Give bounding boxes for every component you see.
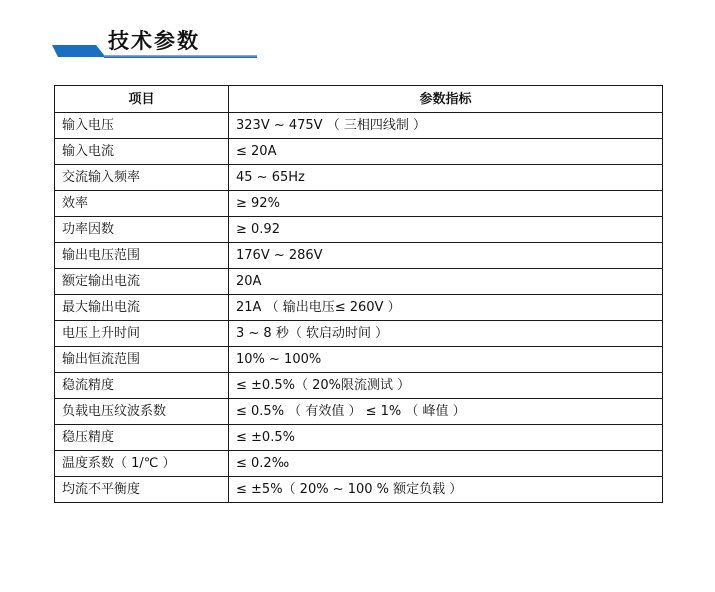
row-item: 交流输入频率 bbox=[55, 165, 229, 191]
table-row bbox=[55, 139, 663, 165]
table-row bbox=[55, 373, 663, 399]
row-value: ≤ 20A bbox=[229, 139, 663, 165]
spec-table bbox=[54, 85, 663, 503]
row-value: 20A bbox=[229, 269, 663, 295]
row-item: 效率 bbox=[55, 191, 229, 217]
row-value: 45 ~ 65Hz bbox=[229, 165, 663, 191]
table-row bbox=[55, 217, 663, 243]
table-row bbox=[55, 295, 663, 321]
table-row bbox=[55, 165, 663, 191]
table-row bbox=[55, 425, 663, 451]
row-item: 额定输出电流 bbox=[55, 269, 229, 295]
row-value: ≤ ±5%（ 20% ~ 100 % 额定负载 ） bbox=[229, 477, 663, 503]
row-item: 负载电压纹波系数 bbox=[55, 399, 229, 425]
row-item: 均流不平衡度 bbox=[55, 477, 229, 503]
row-item: 稳压精度 bbox=[55, 425, 229, 451]
table-row bbox=[55, 269, 663, 295]
table-row bbox=[55, 113, 663, 139]
row-value: ≤ ±0.5% bbox=[229, 425, 663, 451]
row-item: 输出恒流范围 bbox=[55, 347, 229, 373]
row-item: 稳流精度 bbox=[55, 373, 229, 399]
row-value: 323V ~ 475V （ 三相四线制 ） bbox=[229, 113, 663, 139]
row-value: ≤ 0.2‰ bbox=[229, 451, 663, 477]
row-value: ≤ ±0.5%（ 20%限流测试 ） bbox=[229, 373, 663, 399]
table-row bbox=[55, 347, 663, 373]
row-value: 21A （ 输出电压≤ 260V ） bbox=[229, 295, 663, 321]
section-header bbox=[52, 28, 257, 60]
column-header-item: 项目 bbox=[55, 86, 229, 113]
table-row bbox=[55, 477, 663, 503]
row-value: 3 ~ 8 秒（ 软启动时间 ） bbox=[229, 321, 663, 347]
table-header-row bbox=[55, 86, 663, 113]
row-value: 10% ~ 100% bbox=[229, 347, 663, 373]
row-item: 输入电压 bbox=[55, 113, 229, 139]
row-item: 最大输出电流 bbox=[55, 295, 229, 321]
row-item: 温度系数（ 1/℃ ） bbox=[55, 451, 229, 477]
row-item: 功率因数 bbox=[55, 217, 229, 243]
row-item: 输出电压范围 bbox=[55, 243, 229, 269]
row-value: 176V ~ 286V bbox=[229, 243, 663, 269]
row-item: 输入电流 bbox=[55, 139, 229, 165]
table-row bbox=[55, 451, 663, 477]
row-value: ≤ 0.5% （ 有效值 ） ≤ 1% （ 峰值 ） bbox=[229, 399, 663, 425]
row-value: ≥ 92% bbox=[229, 191, 663, 217]
column-header-value: 参数指标 bbox=[229, 86, 663, 113]
table-row bbox=[55, 321, 663, 347]
table-row bbox=[55, 243, 663, 269]
row-item: 电压上升时间 bbox=[55, 321, 229, 347]
section-title: 技术参数 bbox=[108, 29, 200, 53]
table-row bbox=[55, 399, 663, 425]
row-value: ≥ 0.92 bbox=[229, 217, 663, 243]
table-row bbox=[55, 191, 663, 217]
